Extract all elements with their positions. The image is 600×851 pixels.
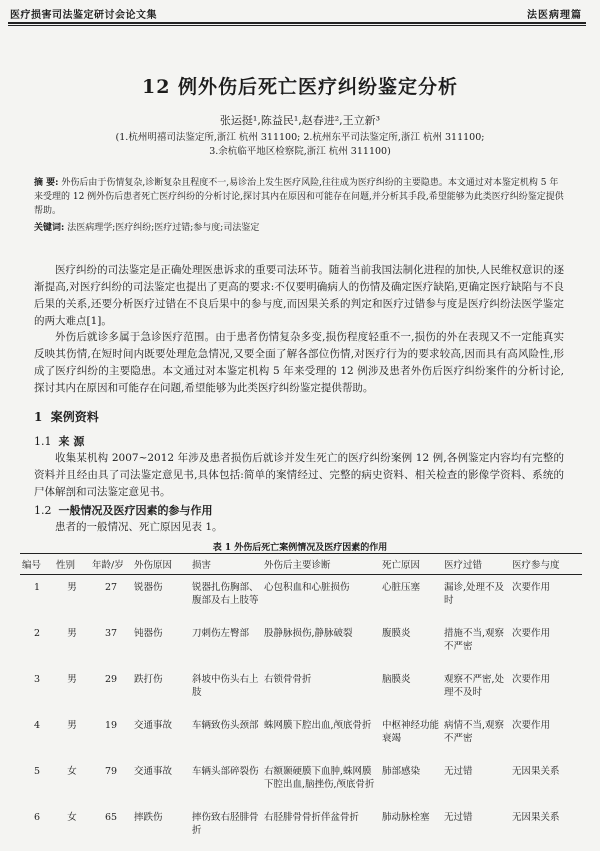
abstract	[34, 176, 566, 218]
subsection-heading-1-2	[34, 502, 213, 518]
cell-diagnosis: 蛛网膜下腔出血,颅底骨折	[264, 719, 372, 731]
subsection-title: 来 源	[58, 435, 85, 448]
abstract-text: 外伤后由于伤情复杂,诊断复杂且程度不一,易诊治上发生医疗风险,往往成为医疗纠纷的主要隐患。本文通过对本鉴定机构 5 年来受理的 12 例外伤后患者死亡医疗纠纷的分析讨论,探讨其内在原因和可能存在问题,并分析其手段,希望能够为此类医疗纠纷鉴定提供帮助。	[34, 178, 564, 216]
table-row	[20, 759, 582, 805]
cell-injury: 车辆头部碎裂伤	[192, 765, 259, 777]
cell-cause: 交通事故	[134, 719, 173, 731]
table-row	[20, 713, 582, 759]
cell-age: 37	[104, 627, 118, 639]
authors: 张运挺¹,陈益民¹,赵春进²,王立新³	[219, 114, 381, 127]
table-row	[20, 667, 582, 713]
journal-name: 医疗损害司法鉴定研讨会论文集	[10, 10, 157, 21]
col-header: 年龄/岁	[90, 554, 132, 575]
header-rule	[8, 22, 586, 24]
cell-diagnosis: 右锁骨骨折	[264, 673, 312, 685]
cell-fault: 漏诊,处理不及时	[444, 582, 505, 606]
cell-age: 79	[104, 765, 118, 777]
subsection-title: 一般情况及医疗因素的参与作用	[58, 504, 213, 517]
cell-diagnosis: 右额颞硬膜下血肿,蛛网膜下腔出血,脑挫伤,颅底骨折	[264, 765, 375, 790]
cell-age: 19	[104, 719, 118, 731]
section-number: 1	[34, 410, 43, 424]
keywords	[34, 221, 566, 235]
cell-death-cause: 肺动脉栓塞	[382, 811, 430, 823]
cell-death-cause: 中枢神经功能衰竭	[382, 719, 440, 744]
cell-sex: 女	[67, 765, 77, 777]
cell-fault: 措施不当,观察不严密	[444, 627, 505, 652]
case-table	[20, 553, 582, 851]
cell-sex: 男	[67, 582, 77, 593]
col-header: 医疗参与度	[510, 554, 582, 575]
cell-cause: 交通事故	[134, 765, 173, 777]
cell-sex: 男	[67, 719, 77, 731]
subsection-number: 1.1	[34, 435, 52, 448]
cell-death-cause: 脑膜炎	[382, 673, 411, 685]
cell-role: 次要作用	[512, 673, 551, 685]
cell-role: 次要作用	[512, 627, 551, 639]
cell-injury: 锐器扎伤胸部、腹部及右上肢等	[192, 582, 259, 606]
table-caption: 表 1 外伤后死亡案例情况及医疗因素的作用	[212, 543, 388, 553]
table-row	[20, 621, 582, 667]
cell-cause: 钝器伤	[134, 627, 163, 639]
cell-death-cause: 肺部感染	[382, 765, 421, 777]
table-header-row	[20, 554, 582, 575]
subsection-heading-1-1	[34, 433, 84, 449]
cell-cause: 摔跌伤	[134, 811, 163, 823]
cell-role: 无因果关系	[512, 765, 560, 777]
source-paragraph: 收集某机构 2007~2012 年涉及患者损伤后就诊并发生死亡的医疗纠纷案例 12 例,各例鉴定内容均有完整的资料并且经由具了司法鉴定意见书,具体包括:简单的案情经过、完整的病史资料、相关检查的影像学资料、系统的尸体解剖和司法鉴定意见书。	[34, 452, 564, 498]
intro-paragraph-1: 医疗纠纷的司法鉴定是正确处理医患诉求的重要司法环节。随着当前我国法制化进程的加快,人民维权意识的逐渐提高,对医疗纠纷的司法鉴定也提出了更高的要求:不仅要明确病人的伤情及确定医疗缺陷,更确定医疗缺陷与不良后果的关系,还要分析医疗过错在不良后果中的参与度,而因果关系的判定和医疗过错参与度是医疗纠纷法医学鉴定的两大难点[1]。	[34, 264, 564, 327]
col-header: 编号	[20, 554, 54, 575]
cell-diagnosis: 右胫腓骨骨折伴盆骨折	[264, 811, 360, 823]
header-rule-thin	[8, 25, 586, 26]
col-header: 死亡原因	[380, 554, 442, 575]
section-name: 法医病理篇	[527, 10, 582, 21]
cell-diagnosis: 心包积血和心脏损伤	[264, 582, 350, 593]
abstract-label: 摘 要:	[34, 178, 59, 188]
section-heading-1	[34, 408, 99, 425]
cell-death-cause: 腹膜炎	[382, 627, 411, 639]
col-header: 外伤原因	[132, 554, 190, 575]
col-header: 医疗过错	[442, 554, 510, 575]
cell-age: 65	[104, 811, 118, 823]
cell-id: 6	[33, 811, 41, 823]
cell-fault: 观察不严密,处理不及时	[444, 673, 505, 698]
cell-death-cause: 心脏压塞	[382, 582, 421, 593]
keywords-text: 法医病理学;医疗纠纷;医疗过错;参与度;司法鉴定	[67, 223, 260, 233]
intro-paragraph-2: 外伤后就诊多属于急诊医疗范围。由于患者伤情复杂多变,损伤程度轻重不一,损伤的外在表现又不一定能真实反映其伤情,在短时间内既要处理危急情况,又要全面了解各部位伤情,对医疗行为的要求较高,因而具有高风险性,形成了医疗纠纷的主要隐患。本文通过对本鉴定机构 5 年来受理的 12 例涉及患者外伤后医疗纠纷案件的分析讨论,探讨其内在原因和可能存在问题,希望能够为此类医疗纠纷鉴定提供帮助。	[34, 331, 564, 394]
cell-age: 29	[104, 673, 118, 685]
cell-sex: 女	[67, 811, 77, 823]
cell-id: 2	[33, 627, 41, 639]
cell-injury: 摔伤致右胫腓骨折	[192, 811, 259, 836]
cell-fault: 病情不当,观察不严密	[444, 719, 505, 744]
section-title: 案例资料	[50, 410, 99, 424]
cell-id: 5	[33, 765, 41, 777]
cell-sex: 男	[67, 627, 77, 639]
affiliation-line-2: 3.余杭临平地区检察院,浙江 杭州 311100)	[209, 146, 391, 157]
cell-cause: 锐器伤	[134, 582, 163, 593]
affiliation-line-1: (1.杭州明禧司法鉴定所,浙江 杭州 311100; 2.杭州东平司法鉴定所,浙江 杭州 311100;	[115, 132, 485, 143]
cell-id: 1	[33, 582, 41, 593]
col-header: 损害	[190, 554, 262, 575]
col-header: 外伤后主要诊断	[262, 554, 380, 575]
keywords-label: 关键词:	[34, 223, 65, 233]
cell-diagnosis: 股静脉损伤,静脉破裂	[264, 627, 353, 639]
cell-sex: 男	[67, 673, 77, 685]
cell-role: 次要作用	[512, 719, 551, 731]
table-row	[20, 805, 582, 851]
cell-id: 3	[33, 673, 41, 685]
cell-age: 27	[104, 582, 118, 593]
cell-fault: 无过错	[444, 765, 473, 777]
cell-injury: 斜坡中伤头右上肢	[192, 673, 259, 698]
cell-cause: 跌打伤	[134, 673, 163, 685]
table-row	[20, 575, 582, 621]
col-header: 性别	[54, 554, 90, 575]
subsection-number: 1.2	[34, 504, 52, 517]
paper-title: 12 例外伤后死亡医疗纠纷鉴定分析	[141, 76, 459, 98]
table-reference: 患者的一般情况、死亡原因见表 1。	[55, 521, 223, 533]
cell-id: 4	[33, 719, 41, 731]
running-header	[10, 6, 582, 22]
cell-fault: 无过错	[444, 811, 473, 823]
cell-injury: 车辆致伤头颈部	[192, 719, 259, 731]
cell-injury: 刀刺伤左臀部	[192, 627, 250, 639]
cell-role: 无因果关系	[512, 811, 560, 823]
cell-role: 次要作用	[512, 582, 551, 593]
